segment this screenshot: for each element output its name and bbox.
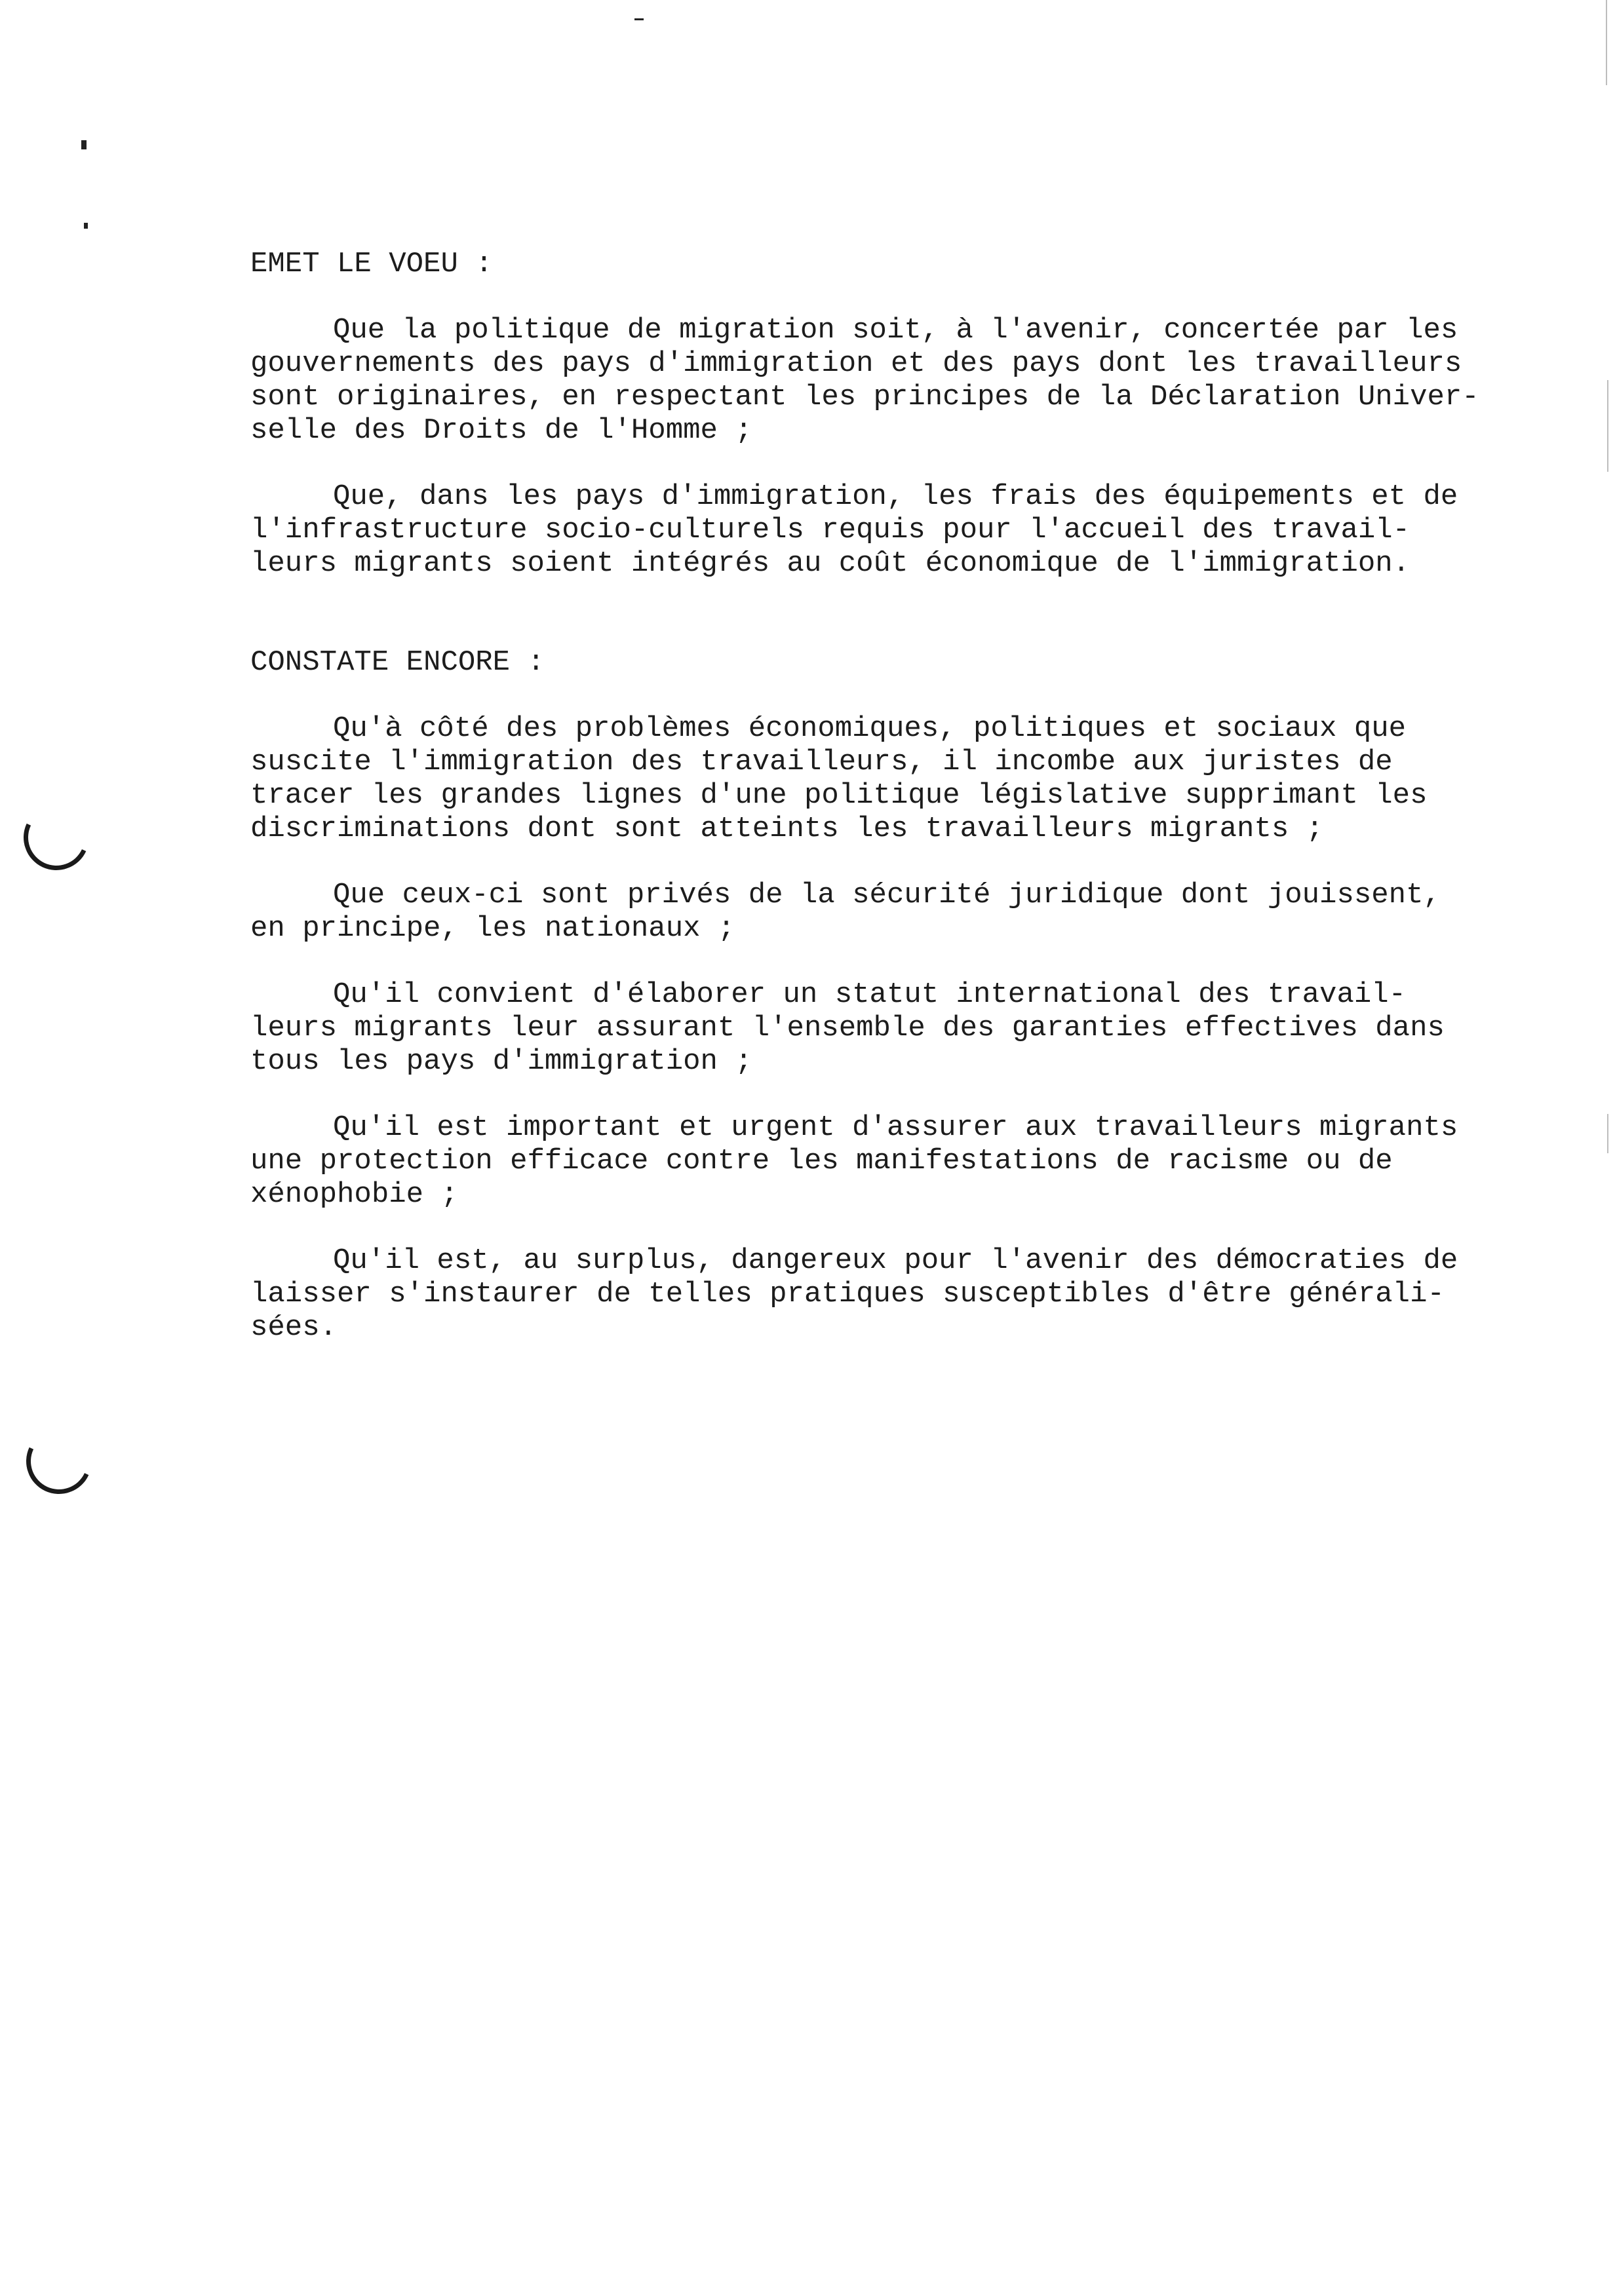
paragraph [250, 314, 1479, 448]
document-body [250, 248, 1479, 1345]
text-line: Qu'il est, au surplus, dangereux pour l'avenir des démocraties de [333, 1244, 1458, 1277]
text-line: Qu'il est important et urgent d'assurer aux travailleurs migrants [333, 1111, 1458, 1144]
scan-speck [81, 140, 87, 149]
text-line: gouvernements des pays d'immigration et des pays dont les travailleurs [250, 347, 1462, 380]
text-line: Que la politique de migration soit, à l'avenir, concertée par les [333, 314, 1458, 347]
scan-edge-line [1607, 1114, 1608, 1153]
text-line: discriminations dont sont atteints les travailleurs migrants ; [250, 813, 1324, 845]
scan-edge-line [1606, 0, 1607, 85]
scan-speck [84, 223, 88, 229]
paragraph [250, 480, 1458, 581]
text-line: tracer les grandes lignes d'une politique législative supprimant les [250, 779, 1428, 812]
paragraph [250, 1111, 1458, 1212]
text-line: leurs migrants soient intégrés au coût économique de l'immigration. [250, 547, 1411, 580]
text-line: suscite l'immigration des travailleurs, il incombe aux juristes de [250, 746, 1393, 778]
text-line: en principe, les nationaux ; [250, 912, 735, 945]
text-line: laisser s'instaurer de telles pratiques susceptibles d'être générali- [250, 1278, 1445, 1311]
scan-speck [634, 18, 644, 20]
text-line: selle des Droits de l'Homme ; [250, 414, 752, 447]
punch-hole-icon [17, 1419, 101, 1503]
paragraph [250, 1244, 1458, 1345]
scan-edge-line [1607, 380, 1608, 472]
text-line: sont originaires, en respectant les principes de la Déclaration Univer- [250, 381, 1479, 413]
text-line: Qu'il convient d'élaborer un statut international des travail- [333, 978, 1407, 1011]
text-line: leurs migrants leur assurant l'ensemble des garanties effectives dans [250, 1012, 1445, 1044]
paragraph [250, 712, 1443, 846]
text-line: sées. [250, 1311, 338, 1344]
text-line: Que ceux-ci sont privés de la sécurité juridique dont jouissent, [333, 879, 1441, 911]
text-line: Qu'à côté des problèmes économiques, politiques et sociaux que [333, 712, 1407, 745]
section-heading-emet-le-voeu: EMET LE VOEU : [250, 248, 493, 280]
punch-hole-icon [14, 795, 98, 879]
paragraph [250, 978, 1443, 1079]
paragraph [250, 879, 1443, 946]
text-line: Que, dans les pays d'immigration, les frais des équipements et de [333, 480, 1458, 513]
text-line: une protection efficace contre les manifestations de racisme ou de [250, 1145, 1393, 1177]
text-line: tous les pays d'immigration ; [250, 1045, 752, 1078]
text-line: xénophobie ; [250, 1178, 458, 1211]
section-heading-constate-encore: CONSTATE ENCORE : [250, 646, 545, 679]
text-line: l'infrastructure socio-culturels requis pour l'accueil des travail- [250, 514, 1411, 546]
